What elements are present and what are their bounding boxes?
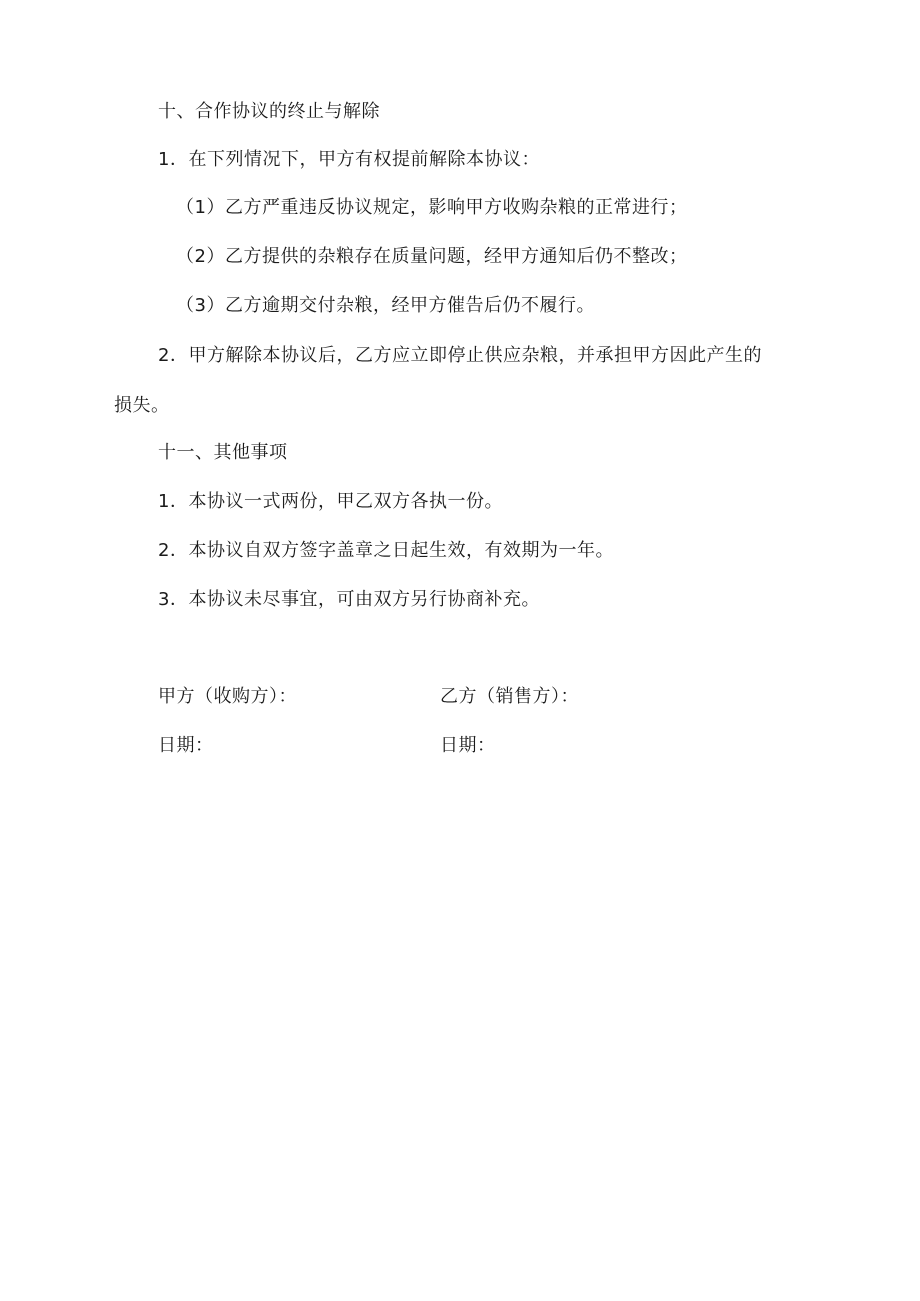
- section-10-subitem-2: （2）乙方提供的杂粮存在质量问题，经甲方通知后仍不整改；: [176, 246, 688, 267]
- section-11-item-3: 3．本协议未尽事宜，可由双方另行协商补充。: [158, 589, 540, 610]
- section-10-heading: 十、合作协议的终止与解除: [158, 101, 380, 122]
- section-10-item-1: 1．在下列情况下，甲方有权提前解除本协议：: [158, 149, 540, 170]
- party-b-signature-label: 乙方（销售方）：: [440, 686, 579, 707]
- section-10-subitem-1: （1）乙方严重违反协议规定，影响甲方收购杂粮的正常进行；: [176, 197, 688, 218]
- party-a-signature-label: 甲方（收购方）：: [158, 686, 297, 707]
- section-10-subitem-3: （3）乙方逾期交付杂粮，经甲方催告后仍不履行。: [176, 295, 595, 316]
- section-11-item-2: 2．本协议自双方签字盖章之日起生效，有效期为一年。: [158, 540, 614, 561]
- section-10-item-2-line-2: 损失。: [114, 395, 170, 416]
- section-11-heading: 十一、其他事项: [158, 442, 288, 463]
- party-a-date-label: 日期：: [158, 735, 214, 756]
- section-10-item-2-line-1: 2．甲方解除本协议后，乙方应立即停止供应杂粮，并承担甲方因此产生的: [158, 345, 762, 366]
- party-b-date-label: 日期：: [440, 735, 496, 756]
- section-11-item-1: 1．本协议一式两份，甲乙双方各执一份。: [158, 491, 503, 512]
